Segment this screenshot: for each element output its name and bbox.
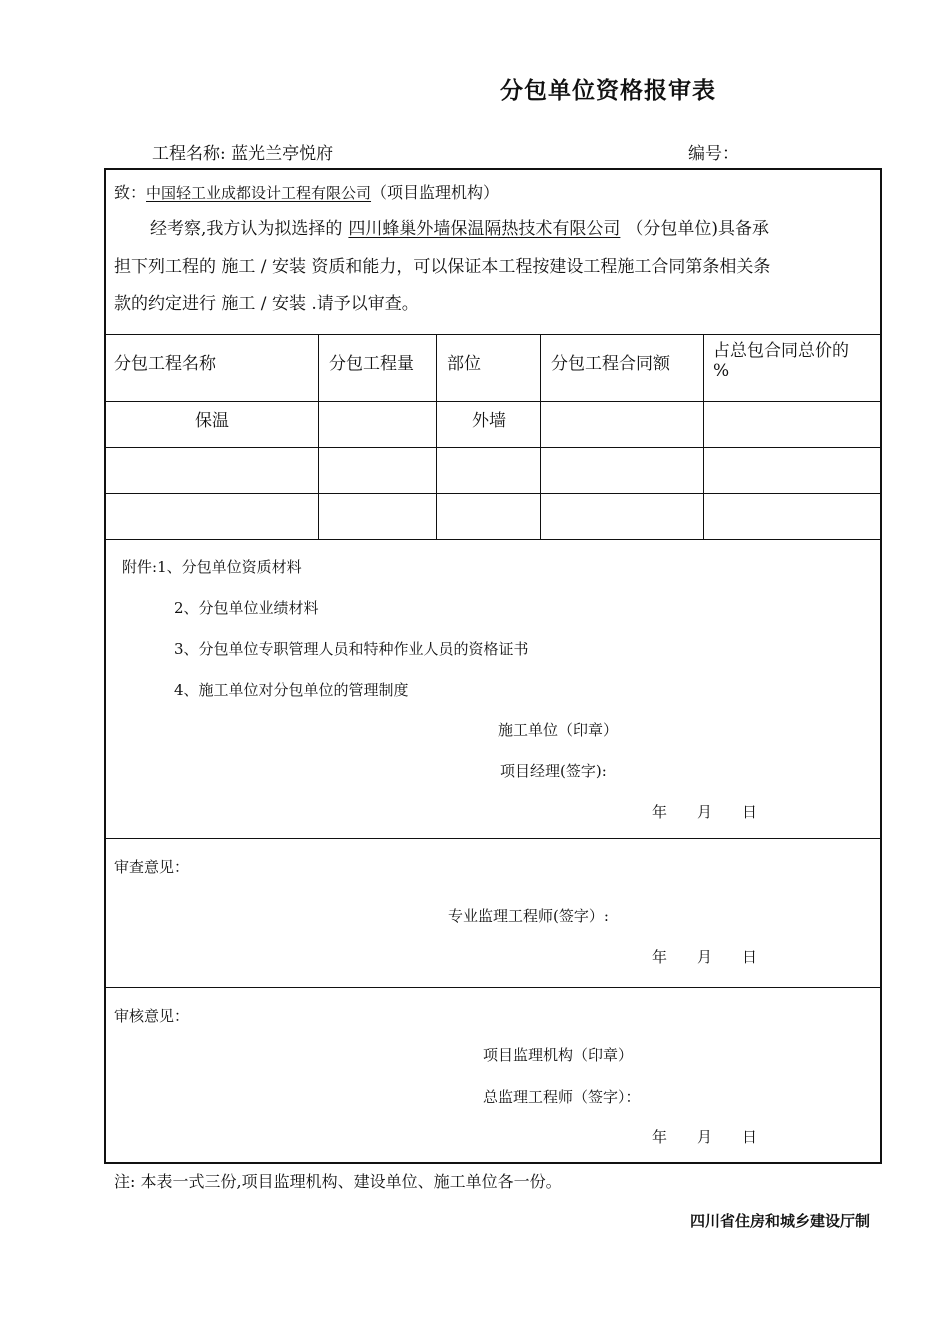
project-label: 工程名称: <box>152 144 226 164</box>
column-divider <box>318 334 319 539</box>
project-name: 蓝光兰亭悦府 <box>231 144 334 164</box>
review-date: 年 月 日 <box>652 948 758 966</box>
attachments-label: 附件: <box>122 558 158 576</box>
chief-engineer-signature: 总监理工程师（签字）： <box>483 1088 641 1106</box>
form-table <box>104 168 882 1164</box>
intro-line2-suffix: （分包单位)具备承 <box>626 219 770 239</box>
table-cell: 保温 <box>195 411 229 431</box>
number-label: 编号： <box>688 144 739 164</box>
header-location: 部位 <box>447 354 481 374</box>
divider <box>104 493 882 494</box>
column-divider <box>703 334 704 539</box>
column-divider <box>540 334 541 539</box>
supervisor-suffix: （项目监理机构） <box>371 183 500 202</box>
header-contract-amount: 分包工程合同额 <box>551 354 670 374</box>
divider <box>104 987 882 988</box>
divider <box>104 334 882 335</box>
contractor-seal: 施工单位（印章） <box>498 721 619 739</box>
supervisor-org: 中国轻工业成都设计工程有限公司 <box>146 184 372 202</box>
attachments-date: 年 月 日 <box>652 803 758 821</box>
header-percentage-sign: % <box>713 361 730 381</box>
project-name-line <box>152 139 333 164</box>
table-cell: 外墙 <box>472 411 506 431</box>
to-label: 致： <box>114 183 147 202</box>
attachment-item: 1、分包单位资质材料 <box>157 558 302 576</box>
intro-line2-prefix: 经考察,我方认为拟选择的 <box>150 219 343 239</box>
divider <box>104 401 882 402</box>
attachment-item: 4、施工单位对分包单位的管理制度 <box>174 681 409 699</box>
divider <box>104 838 882 839</box>
intro-line-3: 担下列工程的 施工 / 安装 资质和能力，可以保证本工程按建设工程施工合同第条相关条 <box>114 257 771 277</box>
project-manager-signature: 项目经理(签字): <box>500 762 607 780</box>
intro-line-4: 款的约定进行 施工 / 安装 .请予以审查。 <box>114 294 419 314</box>
attachment-item: 2、分包单位业绩材料 <box>174 599 319 617</box>
divider <box>104 539 882 540</box>
header-subcontract-name: 分包工程名称 <box>114 354 216 374</box>
attachment-item: 3、分包单位专职管理人员和特种作业人员的资格证书 <box>174 640 529 658</box>
header-quantity: 分包工程量 <box>329 354 414 374</box>
divider <box>104 447 882 448</box>
header-percentage: 占总包合同总价的 <box>713 341 849 361</box>
supervision-seal: 项目监理机构（印章） <box>483 1046 634 1064</box>
issuer: 四川省住房和城乡建设厅制 <box>689 1212 870 1230</box>
intro-line-2 <box>150 214 769 239</box>
intro-to-line <box>114 180 499 203</box>
attachment-1 <box>122 556 302 577</box>
engineer-signature: 专业监理工程师(签字）: <box>448 907 609 925</box>
review-label: 审查意见： <box>114 858 190 876</box>
footnote: 注: 本表一式三份,项目监理机构、建设单位、施工单位各一份。 <box>114 1172 562 1191</box>
subcontractor-name: 四川蜂巢外墙保温隔热技术有限公司 <box>348 219 621 239</box>
approval-label: 审核意见： <box>114 1007 190 1025</box>
column-divider <box>436 334 437 539</box>
approval-date: 年 月 日 <box>652 1128 758 1146</box>
form-title: 分包单位资格报审表 <box>500 78 716 104</box>
